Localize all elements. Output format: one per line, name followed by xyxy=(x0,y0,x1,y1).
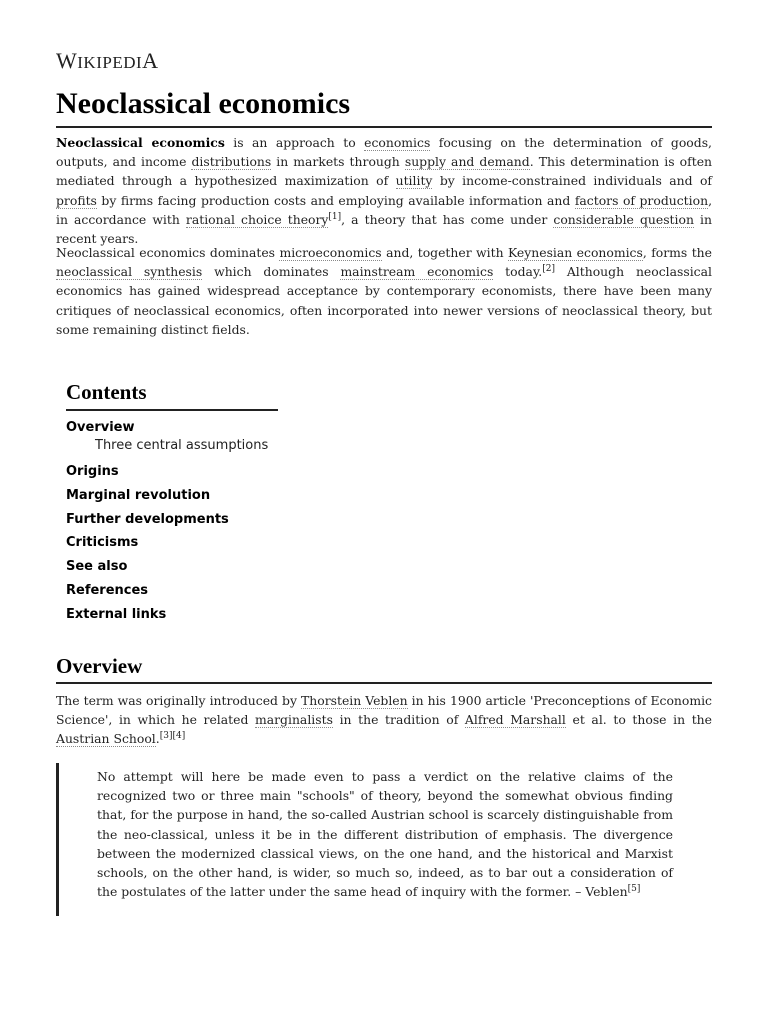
link-neoclassical-synthesis[interactable]: neoclassical synthesis xyxy=(56,264,203,280)
veblen-blockquote xyxy=(97,767,673,901)
toc-item-three-central-assumptions[interactable]: Three central assumptions xyxy=(95,438,269,453)
text-run: today. xyxy=(493,264,543,280)
link-marginalists[interactable]: marginalists xyxy=(255,712,333,728)
quote-text: No attempt will here be made even to pass a verdict on the relative claims of the recognized two or three main "schools" of theory, beyond the somewhat obvious finding that, for the purpose in hand, the so-called Austrian school is scarcely distinguishable from the neo-classical, unless it be in the different distribution of emphasis. The divergence between the modernized classical views, on the one hand, and the historical and Marxist schools, on the other hand, is wider, so much so, indeed, as to bar out a consideration of the postulates of the latter under the same head of inquiry with the former. – Veblen xyxy=(97,769,673,900)
text-run: and, together with xyxy=(381,245,508,260)
wordmark-smallcaps: IKIPEDI xyxy=(77,53,143,72)
link-supply-and-demand[interactable]: supply and demand xyxy=(404,154,530,170)
intro-paragraph-1 xyxy=(56,133,712,248)
toc-item-references[interactable]: References xyxy=(66,583,149,598)
text-run: in recent years. xyxy=(56,211,712,247)
text-run: , forms the xyxy=(642,245,712,260)
citation-5[interactable]: [5] xyxy=(627,884,641,895)
text-run: . This determination is often mediated through a hypothesized maximization of xyxy=(56,154,713,189)
text-run: focusing on the determination of goods, outputs, and income xyxy=(56,135,713,170)
toc-item-overview[interactable]: Overview xyxy=(66,420,135,435)
citation-3[interactable]: [3] xyxy=(159,731,173,742)
text-run: , a theory that has come under xyxy=(341,211,554,227)
link-distributions[interactable]: distributions xyxy=(191,154,272,170)
text-run: by income-constrained individuals and of xyxy=(432,173,712,189)
page-title: Neoclassical economics xyxy=(56,86,712,128)
citation-1[interactable]: [1] xyxy=(328,211,342,222)
text-run: Although neoclassical economics has gained widespread acceptance by contemporary economists, there have been many critiques of neoclassical economics, often incorporated into newer versions of neoclassical theory, but some remaining distinct fields. xyxy=(56,264,712,337)
link-mainstream-economics[interactable]: mainstream economics xyxy=(340,264,494,280)
link-economics[interactable]: economics xyxy=(364,135,431,150)
text-run: in his 1900 article 'Preconceptions of Economic Science', in which he related xyxy=(56,693,712,728)
text-run: . xyxy=(155,731,160,747)
text-run: which dominates xyxy=(202,264,341,280)
toc-item-external-links[interactable]: External links xyxy=(66,607,167,622)
link-factors-of-production[interactable]: factors of production xyxy=(574,192,709,208)
bold-term: Neoclassical economics xyxy=(56,135,225,150)
link-thorstein-veblen[interactable]: Thorstein Veblen xyxy=(300,693,408,708)
text-run: The term was originally introduced by xyxy=(56,693,301,708)
toc-item-further-developments[interactable]: Further developments xyxy=(66,512,229,527)
table-of-contents xyxy=(66,380,278,622)
toc-item-see-also[interactable]: See also xyxy=(66,559,128,574)
link-utility[interactable]: utility xyxy=(395,173,433,189)
overview-paragraph xyxy=(56,691,712,749)
blockquote-bar xyxy=(56,763,59,916)
wordmark-initial: W xyxy=(56,48,78,73)
intro-paragraph-2 xyxy=(56,243,712,339)
link-considerable-question[interactable]: considerable question xyxy=(553,211,694,227)
text-run: in markets through xyxy=(271,154,405,170)
text-run: is an approach to xyxy=(224,135,365,150)
section-heading-overview: Overview xyxy=(56,652,712,684)
toc-item-origins[interactable]: Origins xyxy=(66,464,119,479)
link-microeconomics[interactable]: microeconomics xyxy=(279,245,382,260)
toc-item-marginal-revolution[interactable]: Marginal revolution xyxy=(66,488,211,503)
text-run: Neoclassical economics dominates xyxy=(56,245,280,260)
toc-title: Contents xyxy=(66,380,278,411)
text-run: in the tradition of xyxy=(332,712,465,728)
citation-4[interactable]: [4] xyxy=(172,731,186,742)
text-run: , in accordance with xyxy=(56,192,713,227)
wikipedia-wordmark[interactable] xyxy=(56,48,159,74)
wordmark-final: A xyxy=(142,48,159,73)
link-austrian-school[interactable]: Austrian School xyxy=(56,731,156,747)
link-keynesian-economics[interactable]: Keynesian economics xyxy=(508,245,643,260)
text-run: et al. to those in the xyxy=(565,712,712,728)
citation-2[interactable]: [2] xyxy=(542,264,555,275)
text-run: by firms facing production costs and employing available information and xyxy=(96,192,575,208)
link-alfred-marshall[interactable]: Alfred Marshall xyxy=(464,712,566,728)
link-rational-choice-theory[interactable]: rational choice theory xyxy=(185,211,329,227)
toc-item-criticisms[interactable]: Criticisms xyxy=(66,535,139,550)
link-profits[interactable]: profits xyxy=(56,192,97,208)
